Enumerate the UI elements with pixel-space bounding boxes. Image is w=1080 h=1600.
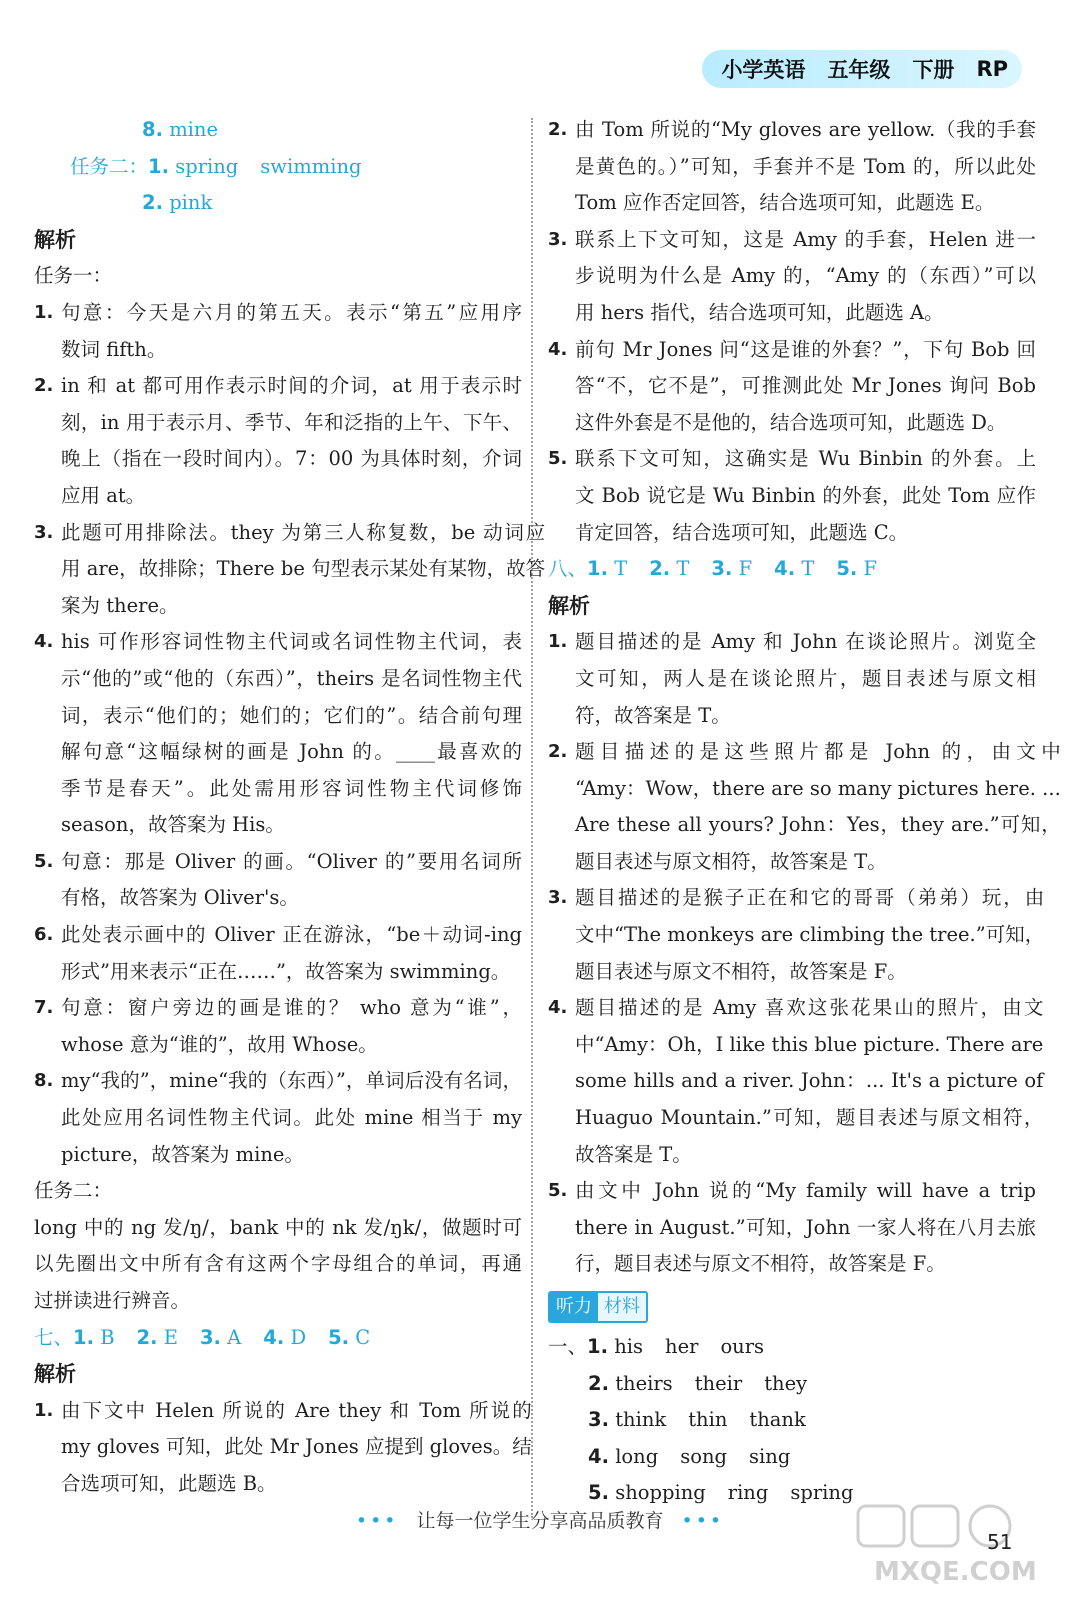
answer-item: 1. B	[73, 1325, 115, 1349]
column-divider	[531, 118, 533, 1518]
item-text-line: 这件外套是不是他的，结合选项可知，此题选 D。	[575, 410, 1007, 434]
listening-word-row: 4. long song sing	[588, 1444, 791, 1468]
item-number: 3.	[548, 228, 568, 250]
answer-item: 3. F	[711, 557, 753, 581]
answer-item: 5. F	[836, 557, 878, 581]
item-text-line: Tom 应作否定回答，结合选项可知，此题选 E。	[575, 191, 995, 215]
item-text-line: my gloves 可知，此处 Mr Jones 应提到 gloves。结	[61, 1435, 532, 1459]
item-text-line: 示“他的”或“他的（东西）”，theirs 是名词性物主代	[61, 666, 522, 690]
sec7-analysis-list	[34, 1393, 532, 1503]
sec7-analysis-list-cont	[548, 112, 1036, 551]
right-column	[548, 112, 1061, 1512]
item-text-line: 晚上（指在一段时间内）。7：00 为具体时刻，介词	[61, 447, 522, 471]
analysis-item	[548, 222, 1036, 332]
item-text-line: 季节是春天”。此处需用形容词性物主代词修饰	[61, 776, 522, 800]
item-number: 4.	[548, 997, 568, 1019]
item-number: 5.	[548, 448, 568, 470]
listening-word-row: 3. think thin thank	[588, 1408, 806, 1432]
item-number: 1.	[34, 1399, 54, 1421]
item-text-line: 句意：窗户旁边的画是谁的？ who 意为“谁”，	[61, 996, 522, 1020]
task2-analysis	[34, 1210, 522, 1320]
sec8-analysis-heading: 解析	[548, 593, 590, 618]
task1-answer-8: 8. mine	[142, 118, 219, 141]
item-text-line: 合选项可知，此题选 B。	[61, 1471, 277, 1495]
analysis-item	[548, 990, 1044, 1173]
item-text-line: 题目描述的是猴子正在和它的哥哥（弟弟）玩，由	[575, 886, 1045, 910]
answer-item: 1. T	[587, 557, 628, 581]
header-subject: 小学英语	[721, 58, 806, 82]
item-text-line: his 可作形容词性物主代词或名词性物主代词，表	[61, 630, 522, 654]
item-text-line: 此处表示画中的 Oliver 正在游泳，“be＋动词-ing	[61, 923, 522, 947]
analysis-item	[548, 624, 1036, 734]
item-text-line: 有格，故答案为 Oliver's。	[61, 886, 299, 910]
item-number: 2.	[548, 119, 568, 140]
section-label: 七、	[34, 1325, 74, 1349]
listening-word-row: 5. shopping ring spring	[588, 1481, 854, 1505]
footer-slogan: ••• 让每一位学生分享高品质教育 •••	[355, 1510, 725, 1532]
item-text-line: 答“不，它不是”，可推测此处 Mr Jones 询问 Bob	[575, 374, 1036, 398]
item-text-line: my“我的”，mine“我的（东西）”，单词后没有名词，	[61, 1069, 522, 1093]
item-text-line: 用 hers 指代，结合选项可知，此题选 A。	[575, 300, 944, 324]
analysis-item	[548, 1173, 1036, 1283]
header-grade: 五年级	[827, 58, 891, 82]
analysis-item	[34, 1063, 522, 1173]
listening-word-row: 一、 1. his her ours	[548, 1335, 765, 1358]
left-column	[34, 112, 546, 1503]
item-text-line: 题目描述的是 Amy 喜欢这张花果山的照片，由文	[575, 996, 1044, 1020]
analysis-item	[34, 1393, 532, 1503]
paragraph-line: 以先圈出文中所有含有这两个字母组合的单词，再通	[34, 1252, 522, 1276]
item-text-line: 题目描述的是这些照片都是 John 的，由文中	[575, 740, 1061, 764]
item-number: 5.	[34, 850, 54, 872]
page-number: 51	[987, 1530, 1013, 1554]
item-text-line: 题目表述与原文不相符，故答案是 F。	[575, 959, 907, 983]
item-text-line: 故答案是 T。	[575, 1142, 692, 1166]
item-text-line: 刻，in 用于表示月、季节、年和泛指的上午、下午、	[61, 410, 522, 434]
item-text-line: “Amy：Wow，there are so many pictures here. ...	[575, 776, 1061, 800]
item-text-line: in 和 at 都可用作表示时间的介词，at 用于表示时	[61, 374, 522, 398]
item-number: 6.	[34, 924, 54, 946]
answer-item: 4. D	[263, 1325, 307, 1349]
task2-heading: 任务二：	[34, 1179, 113, 1203]
svg-text:MXQE.COM: MXQE.COM	[874, 1557, 1037, 1587]
listening-word-row: 2. theirs their they	[588, 1371, 808, 1395]
item-text-line: 步说明为什么是 Amy 的，“Amy 的（东西）”可以	[575, 264, 1036, 288]
analysis-item	[34, 295, 522, 368]
item-number: 2.	[548, 741, 568, 763]
item-number: 5.	[548, 1180, 568, 1202]
item-text-line: 联系下文可知，这确实是 Wu Binbin 的外套。上	[575, 447, 1036, 471]
task2-answer-2: 2. pink	[142, 191, 213, 215]
item-text-line: Huaguo Mountain.”可知，题目表述与原文相符，	[575, 1106, 1044, 1130]
item-text-line: season，故答案为 His。	[61, 813, 285, 837]
analysis-heading: 解析	[34, 227, 76, 252]
analysis-item	[548, 734, 1061, 880]
analysis-item	[548, 880, 1045, 990]
item-text-line: 句意：今天是六月的第五天。表示“第五”应用序	[61, 300, 522, 324]
header-tag	[702, 50, 1022, 88]
item-number: 3.	[548, 887, 568, 909]
item-text-line: 此题可用排除法。they 为第三人称复数，be 动词应	[61, 520, 546, 544]
item-number: 8.	[34, 1070, 54, 1092]
listening-word-list	[548, 1329, 1036, 1512]
paragraph-line: long 中的 ng 发/ŋ/，bank 中的 nk 发/ŋk/，做题时可	[34, 1215, 522, 1239]
item-text-line: 由文中 John 说的“My family will have a trip	[575, 1179, 1036, 1203]
task2-answer: 任务二： 1. spring swimming	[70, 154, 362, 178]
item-text-line: 由下文中 Helen 所说的 Are they 和 Tom 所说的	[61, 1398, 532, 1422]
section-label: 八、	[548, 557, 588, 581]
analysis-item	[548, 441, 1036, 551]
analysis-item	[34, 990, 522, 1063]
item-text-line: 形式”用来表示“正在……”，故答案为 swimming。	[61, 959, 511, 983]
analysis-item	[34, 624, 522, 844]
task1-heading: 任务一：	[34, 264, 113, 288]
item-text-line: 行，题目表述与原文不相符，故答案是 F。	[575, 1252, 946, 1276]
sec7-answers	[34, 1320, 522, 1357]
item-text-line: 解句意“这幅绿树的画是 John 的。____最喜欢的	[61, 740, 522, 764]
header-term: 下册	[912, 58, 955, 82]
item-text-line: 此处应用名词性物主代词。此处 mine 相当于 my	[61, 1106, 522, 1130]
listening-material-badge: 听力 材料	[548, 1291, 648, 1323]
answer-item: 3. A	[199, 1325, 242, 1349]
item-text-line: 句意：那是 Oliver 的画。“Oliver 的”要用名词所	[61, 849, 522, 873]
item-text-line: 文可知，两人是在谈论照片，题目表述与原文相	[575, 666, 1036, 690]
item-text-line: 词，表示“他们的；她们的；它们的”。结合前句理	[61, 703, 522, 727]
item-text-line: 由 Tom 所说的“My gloves are yellow.（我的手套	[575, 118, 1036, 141]
answer-item: 5. C	[328, 1325, 371, 1349]
analysis-item	[548, 332, 1036, 442]
item-text-line: there in August.”可知，John 一家人将在八月去旅	[575, 1215, 1036, 1239]
item-text-line: 符，故答案是 T。	[575, 703, 731, 727]
item-text-line: 文 Bob 说它是 Wu Binbin 的外套，此处 Tom 应作	[575, 483, 1036, 507]
answer-item: 2. T	[649, 557, 690, 581]
answer-item: 2. E	[136, 1325, 178, 1349]
item-text-line: 文中“The monkeys are climbing the tree.”可知，	[575, 923, 1045, 947]
analysis-item	[34, 368, 522, 514]
item-text-line: 案为 there。	[61, 593, 179, 617]
item-text-line: 题目描述的是 Amy 和 John 在谈论照片。浏览全	[575, 630, 1036, 654]
analysis-item	[34, 844, 522, 917]
watermark-logo	[850, 1500, 1050, 1590]
item-number: 1.	[34, 301, 54, 323]
item-number: 7.	[34, 997, 54, 1019]
item-text-line: some hills and a river. John：... It's a picture of	[575, 1069, 1044, 1093]
item-text-line: 是黄色的。）”可知，手套并不是 Tom 的，所以此处	[575, 154, 1036, 178]
task1-analysis-list	[34, 295, 546, 1173]
answer-item: 4. T	[774, 557, 815, 581]
item-text-line: 前句 Mr Jones 问“这是谁的外套？”，下句 Bob 回	[575, 337, 1036, 361]
item-text-line: 数词 fifth。	[61, 337, 167, 361]
item-text-line: 肯定回答，结合选项可知，此题选 C。	[575, 520, 909, 544]
item-text-line: 应用 at。	[61, 483, 146, 507]
sec7-analysis-heading: 解析	[34, 1362, 76, 1387]
item-text-line: 题目表述与原文相符，故答案是 T。	[575, 849, 887, 873]
analysis-item	[34, 917, 522, 990]
item-text-line: whose 意为“谁的”，故用 Whose。	[61, 1032, 378, 1056]
item-text-line: Are these all yours? John：Yes，they are.”可知，	[575, 813, 1061, 837]
item-text-line: 联系上下文可知，这是 Amy 的手套，Helen 进一	[575, 227, 1036, 251]
item-number: 1.	[548, 631, 568, 653]
item-number: 4.	[34, 631, 54, 653]
analysis-item	[548, 112, 1036, 222]
paragraph-line: 过拼读进行辨音。	[34, 1289, 191, 1312]
item-text-line: 用 are，故排除；There be 句型表示某处有某物，故答	[61, 557, 546, 581]
analysis-item	[34, 515, 546, 625]
item-number: 4.	[548, 338, 568, 360]
item-text-line: 中“Amy：Oh，I like this blue picture. There are	[575, 1032, 1044, 1056]
item-number: 3.	[34, 521, 54, 543]
header-edition: RP	[976, 57, 1008, 81]
item-number: 2.	[34, 375, 54, 397]
sec8-answers	[548, 551, 1036, 588]
sec8-analysis-list	[548, 624, 1061, 1283]
item-text-line: picture，故答案为 mine。	[61, 1142, 304, 1166]
